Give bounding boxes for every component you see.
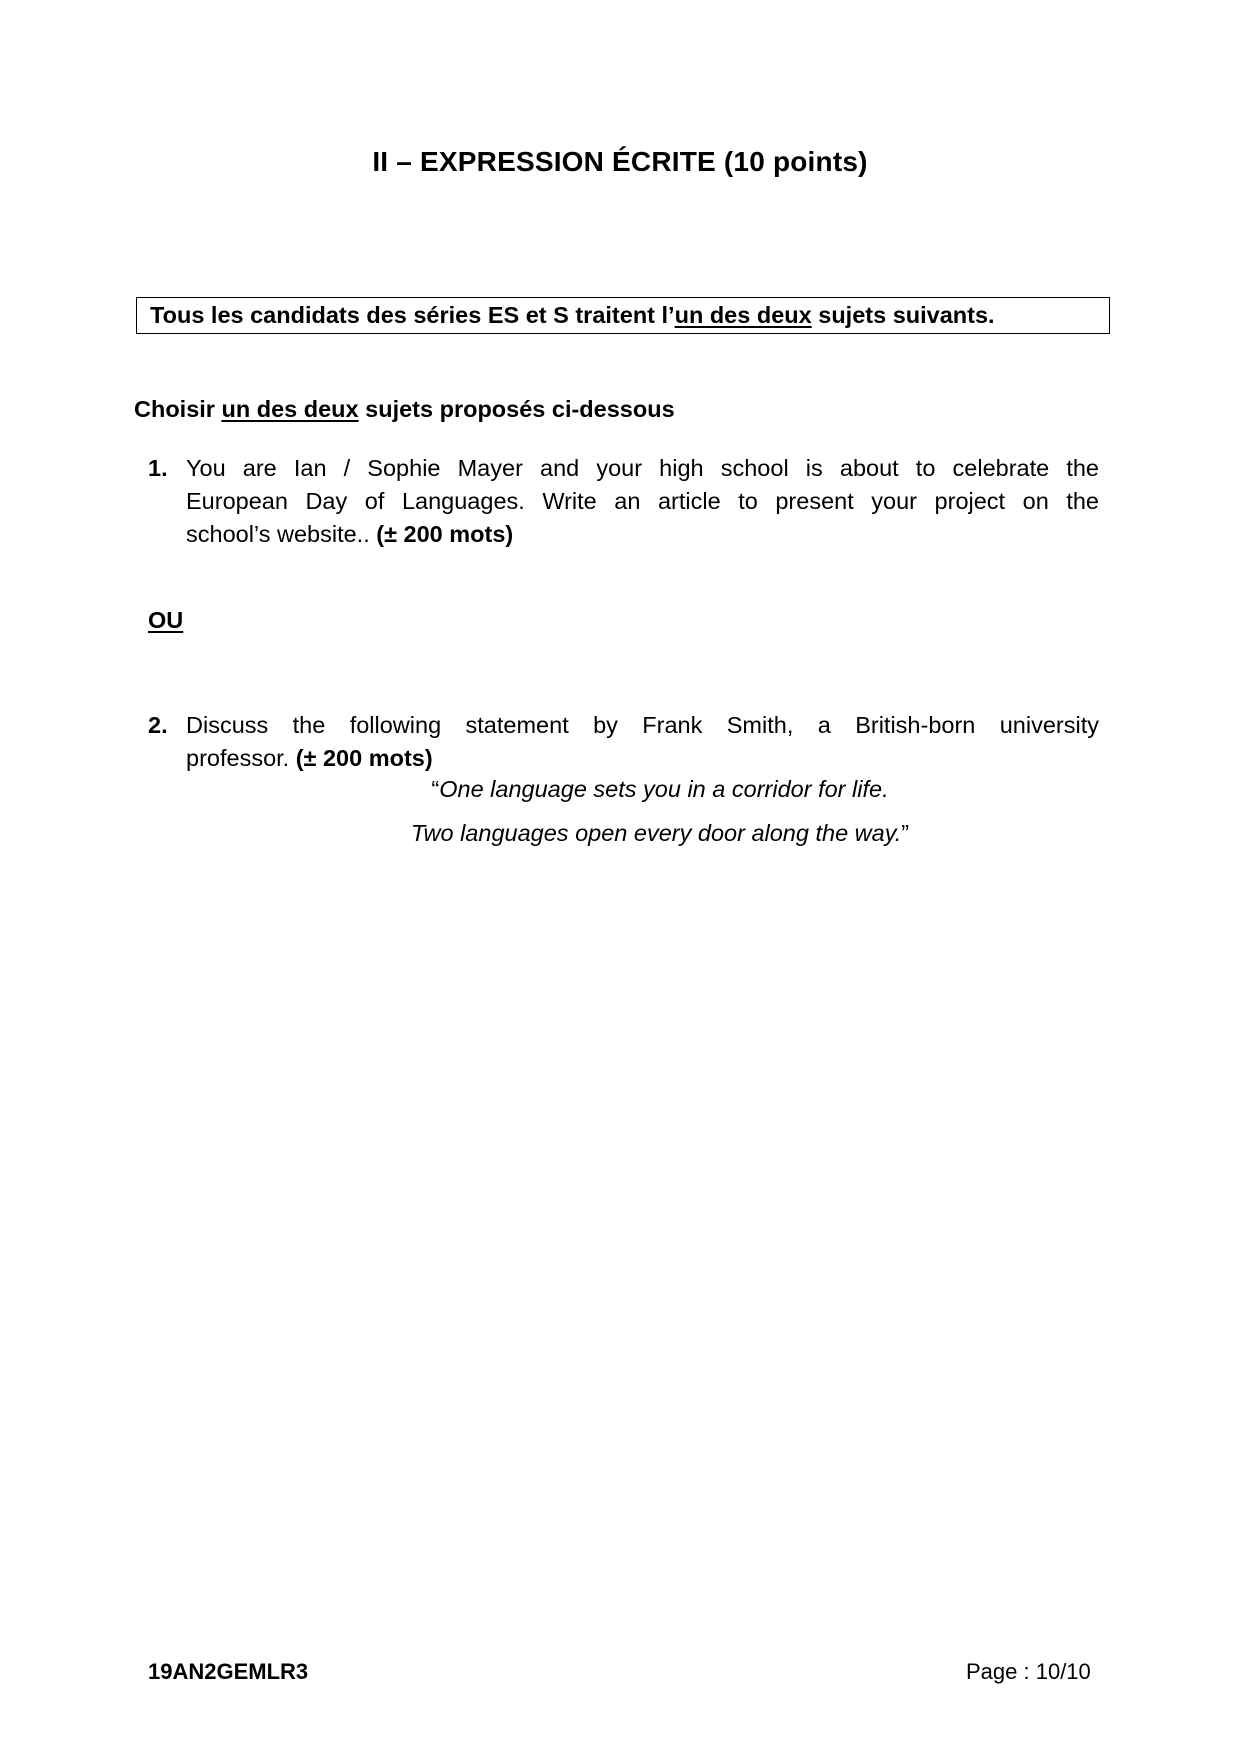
or-separator: OU <box>148 607 184 633</box>
footer-page-number: Page : 10/10 <box>966 1659 1091 1684</box>
question-1-number: 1. <box>148 455 168 481</box>
question-2-line: Discuss the following statement by Frank Smith, a British-born university <box>186 712 1099 738</box>
question-1-line-text: school’s website.. <box>186 521 377 547</box>
footer-exam-code: 19AN2GEMLR3 <box>148 1659 309 1684</box>
question-1-line: European Day of Languages. Write an article to present your project on the <box>186 488 1099 514</box>
choose-subject-heading <box>134 396 675 423</box>
page-title: II – EXPRESSION ÉCRITE (10 points) <box>372 146 868 177</box>
question-2-number: 2. <box>148 712 168 738</box>
question-1-line: You are Ian / Sophie Mayer and your high school is about to celebrate the <box>186 455 1099 481</box>
question-1-line <box>186 518 1099 551</box>
quote-line-1 <box>0 776 1240 803</box>
choose-text-end: sujets proposés ci-dessous <box>358 396 675 422</box>
instruction-text <box>150 302 995 329</box>
quote-line-1-text: One language sets you in a corridor for life. <box>439 776 889 802</box>
quote-line-2 <box>0 820 1240 847</box>
instruction-box <box>136 297 1110 334</box>
question-2-line <box>186 742 1099 775</box>
instruction-underlined: un des deux <box>674 302 812 328</box>
question-1-word-count: (± 200 mots) <box>376 521 514 547</box>
choose-underlined: un des deux <box>221 396 359 422</box>
question-2-line-text: professor. <box>186 745 296 771</box>
question-2-word-count: (± 200 mots) <box>295 745 433 771</box>
instruction-text-start: Tous les candidats des séries ES et S traitent l’ <box>150 302 675 328</box>
question-2-text <box>186 709 1099 775</box>
quote-line-2-text: Two languages open every door along the way. <box>410 820 902 846</box>
choose-text-start: Choisir <box>134 396 222 422</box>
question-1-text <box>186 452 1099 551</box>
instruction-text-end: sujets suivants. <box>811 302 995 328</box>
quote-close-mark: ” <box>901 820 910 846</box>
quote-open-mark: “ <box>431 776 440 802</box>
